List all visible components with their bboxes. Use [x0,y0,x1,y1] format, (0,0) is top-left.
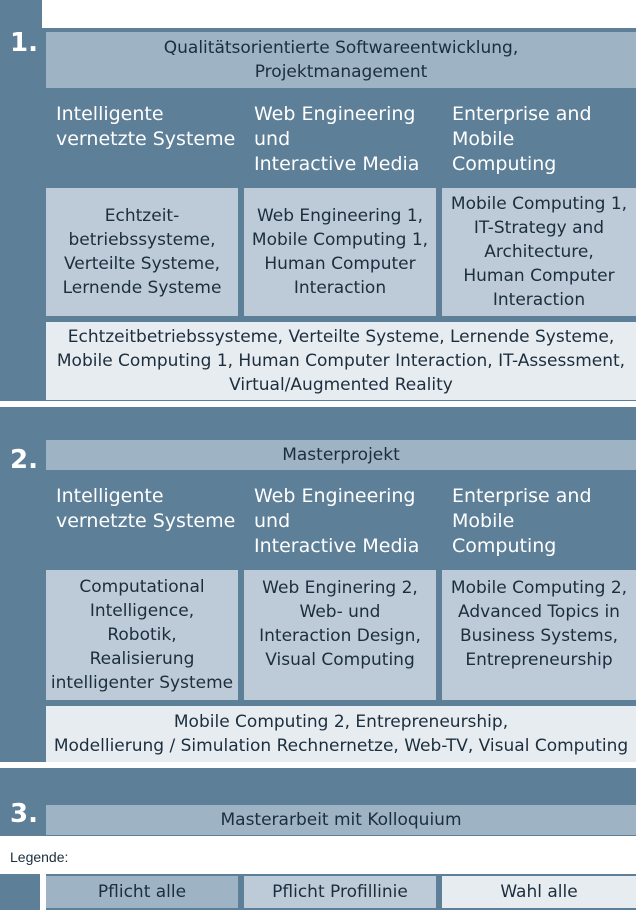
semester-2-track-3: Enterprise and Mobile Computing [442,476,636,564]
semester-2-profile-courses-3: Mobile Computing 2, Advanced Topics in Business Systems, Entrepreneurship [442,570,636,700]
semester-1-mandatory-box: Qualitätsorientierte Softwareentwicklung, Projektmanagement [46,32,636,88]
semester-1-top-gap [42,0,636,28]
semester-1-profile-courses-3: Mobile Computing 1, IT-Strategy and Architecture, Human Computer Interaction [442,188,636,316]
semester-1-track-3: Enterprise and Mobile Computing [442,94,636,182]
semester-3-mandatory-box: Masterarbeit mit Kolloquium [46,805,636,835]
semester-2-profile-courses-1: Computational Intelligence, Robotik, Realisierung intelligenter Systeme [46,570,238,700]
semester-2-track-2: Web Engineering und Interactive Media [244,476,436,564]
semester-1-profile-courses-2: Web Engineering 1, Mobile Computing 1, Human Computer Interaction [244,188,436,316]
legend-item-pflicht-alle: Pflicht alle [46,876,238,908]
semester-2-number: 2. [10,445,38,475]
semester-1-track-2: Web Engineering und Interactive Media [244,94,436,182]
semester-1-track-1: Intelligente vernetzte Systeme [46,94,238,182]
legend-title: Legende: [10,849,69,865]
legend-item-wahl-alle: Wahl alle [442,876,636,908]
semester-2-mandatory-box: Masterprojekt [46,440,636,470]
semester-1-number: 1. [10,28,38,58]
semester-1-profile-courses-1: Echtzeit- betriebssysteme, Verteilte Systeme, Lernende Systeme [46,188,238,316]
semester-2-profile-courses-2: Web Enginering 2, Web- und Interaction Design, Visual Computing [244,570,436,700]
semester-2-track-1: Intelligente vernetzte Systeme [46,476,238,564]
semester-2-electives: Mobile Computing 2, Entrepreneurship, Modellierung / Simulation Rechnernetze, Web-TV, Visual Computing [46,706,636,762]
semester-1-electives: Echtzeitbetriebssysteme, Verteilte Systeme, Lernende Systeme, Mobile Computing 1, Human Computer Interaction, IT-Assessment, Virtual/Augmented Reality [46,322,636,400]
semester-3-number: 3. [10,799,38,829]
legend-item-pflicht-profillinie: Pflicht Profillinie [244,876,436,908]
